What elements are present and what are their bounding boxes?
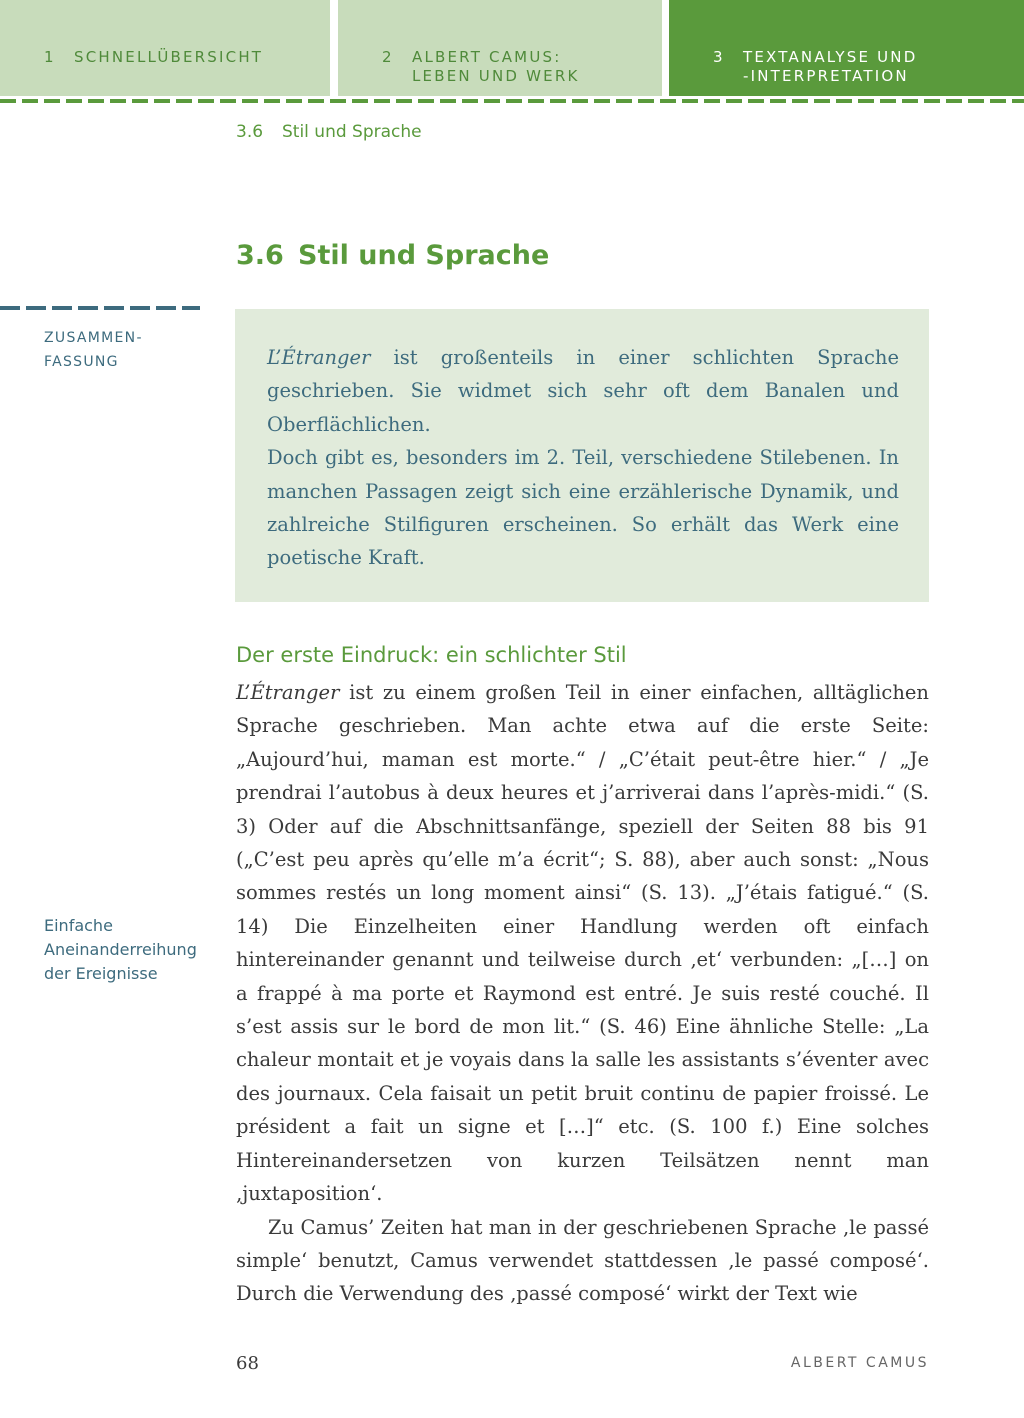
summary-paragraph-2: Doch gibt es, besonders im 2. Teil, verschiedene Stilebenen. In manchen Passagen zeigt sich eine erzählerische Dynamik, und zahlreiche Stilfiguren erscheinen. So erhält das Werk eine poetische Kraft. — [267, 446, 899, 570]
body-paragraph-1 — [236, 676, 929, 1211]
tab-textanalyse-active[interactable] — [669, 0, 1024, 96]
tab-number: 1 — [44, 48, 56, 66]
running-head — [236, 122, 422, 142]
page-number: 68 — [236, 1353, 259, 1374]
tab-schnelluebersicht[interactable] — [0, 0, 330, 96]
body-text-1: ist zu einem großen Teil in einer einfachen, alltäglichen Sprache geschrieben. Man achte etwa auf die erste Seite: „Aujourd’hui, maman est morte.“ / „C’était peut-être hier.“ / „Je prendrai l’autobus à deux heures et j’arriverai dans l’après-midi.“ (S. 3) Oder auf die Abschnittsanfänge, speziell der Seiten 88 bis 91 („C’est peu après qu’elle m’a écrit“; S. 88), aber auch sonst: „Nous sommes restés un long moment ainsi“ (S. 13). „J’étais fatigué.“ (S. 14) Die Einzelheiten einer Handlung werden oft einfach hintereinander genannt und teilweise durch ‚et‘ verbunden: „[…] on a frappé à ma porte et Raymond est entré. Je suis resté couché. Il s’est assis sur le bord de mon lit.“ (S. 46) Eine ähnliche Stelle: „La chaleur montait et je voyais dans la salle les assistants s’éventer avec des journaux. Cela faisait un petit bruit continu de papier froissé. Le président a fait un signe et […]“ etc. (S. 100 f.) Eine solches Hintereinandersetzen von kurzen Teilsätzen nennt man ‚juxtaposition‘. — [236, 681, 929, 1206]
dashed-divider — [0, 99, 1024, 103]
summary-text-1: ist großenteils in einer schlichten Sprache geschrieben. Sie widmet sich sehr oft dem Banalen und Oberflächlichen. — [267, 346, 899, 436]
tab-number: 3 — [713, 48, 725, 66]
section-title: Stil und Sprache — [298, 240, 550, 271]
body-paragraph-2: Zu Camus’ Zeiten hat man in der geschriebenen Sprache ‚le passé simple‘ benutzt, Camus verwendet stattdessen ‚le passé composé‘. Durch die Verwendung des ‚passé composé‘ wirkt der Text wie — [236, 1215, 929, 1306]
tab-number: 2 — [382, 48, 394, 66]
tab-label — [743, 48, 917, 86]
tab-label — [412, 48, 579, 86]
tab-label-line1: ALBERT CAMUS: — [412, 48, 562, 66]
side-label-line1: ZUSAMMEN- — [44, 330, 143, 346]
summary-box — [235, 309, 929, 602]
tab-label-line2: LEBEN UND WERK — [412, 67, 580, 85]
running-head-title: Stil und Sprache — [282, 122, 422, 142]
tab-label-line1: TEXTANALYSE UND — [743, 48, 918, 66]
section-heading — [236, 240, 549, 271]
summary-side-label — [44, 326, 143, 374]
footer-author: ALBERT CAMUS — [790, 1355, 929, 1371]
tab-leben-und-werk[interactable] — [338, 0, 662, 96]
work-title: L’Étranger — [236, 681, 340, 704]
chapter-tabs — [0, 0, 1024, 96]
side-label-line2: FASSUNG — [44, 354, 119, 370]
margin-note: Einfache Aneinanderreihung der Ereignisse — [44, 916, 197, 983]
body-text — [236, 676, 929, 1311]
section-number: 3.6 — [236, 240, 284, 271]
tab-label: SCHNELLÜBERSICHT — [74, 48, 264, 66]
running-head-section: 3.6 — [236, 122, 264, 142]
work-title: L’Étranger — [267, 346, 371, 369]
sidebar-dashed-rule — [0, 306, 200, 310]
tab-label-line2: -INTERPRETATION — [743, 67, 909, 85]
subheading: Der erste Eindruck: ein schlichter Stil — [236, 643, 627, 667]
summary-paragraph-1 — [267, 341, 899, 441]
